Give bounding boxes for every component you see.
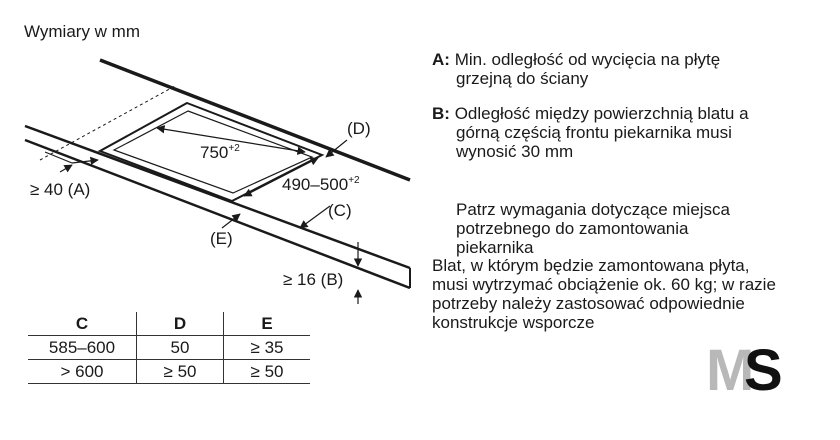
a-dimension: [45, 152, 98, 172]
note-b-key: B:: [432, 104, 450, 123]
table-row: [28, 360, 310, 384]
note-b-line2: górną częścią frontu piekarnika musi: [456, 123, 732, 142]
note-weight: [432, 256, 776, 332]
note-b: [432, 104, 749, 161]
ms-logo: [706, 338, 790, 398]
label-a: ≥ 40 (A): [30, 180, 91, 199]
note-space: [456, 200, 730, 257]
note-space-line2: potrzebnego do zamontowania: [456, 219, 689, 238]
table-header-e: E: [224, 312, 311, 336]
note-weight-line1: Blat, w którym będzie zamontowana płyta,: [432, 256, 750, 275]
dimensions-table: [28, 312, 310, 384]
width-label: $750^{+2}$: [200, 143, 240, 162]
label-d: (D): [347, 119, 371, 138]
note-a: [432, 50, 720, 88]
units-label: Wymiary w mm: [24, 22, 140, 41]
label-e: (E): [210, 229, 233, 248]
logo-letter-s: S: [744, 338, 783, 398]
note-a-key: A:: [432, 50, 450, 69]
table-row: [28, 336, 310, 360]
label-b: ≥ 16 (B): [283, 270, 344, 289]
c-leader: [300, 206, 330, 228]
table-header-c: C: [28, 312, 137, 336]
table-cell: 50: [137, 336, 224, 360]
note-weight-line2: musi wytrzymać obciążenie ok. 60 kg; w razie: [432, 275, 776, 294]
depth-label: $490-500^{+2}$: [282, 175, 360, 194]
note-a-line1: Min. odległość od wycięcia na płytę: [454, 50, 721, 69]
note-space-line1: Patrz wymagania dotyczące miejsca: [456, 200, 731, 219]
note-a-line2: grzejną do ściany: [456, 69, 589, 88]
table-cell: > 600: [28, 360, 137, 384]
table-cell: 585–600: [28, 336, 137, 360]
note-space-line3: piekarnika: [456, 238, 534, 257]
table-cell: ≥ 50: [137, 360, 224, 384]
logo-letter-m: M: [706, 338, 751, 398]
table-cell: ≥ 35: [224, 336, 311, 360]
label-c: (C): [328, 201, 352, 220]
note-weight-line4: konstrukcje wsporcze: [432, 313, 595, 332]
table-header-row: [28, 312, 310, 336]
worktop-outline: [25, 60, 410, 288]
table-header-d: D: [137, 312, 224, 336]
note-b-line1: Odległość między powierzchnią blatu a: [454, 104, 749, 123]
note-weight-line3: potrzeby należy zastosować odpowiednie: [432, 294, 745, 313]
table-cell: ≥ 50: [224, 360, 311, 384]
note-b-line3: wynosić 30 mm: [456, 142, 574, 161]
dashed-wall-line: [40, 86, 175, 160]
